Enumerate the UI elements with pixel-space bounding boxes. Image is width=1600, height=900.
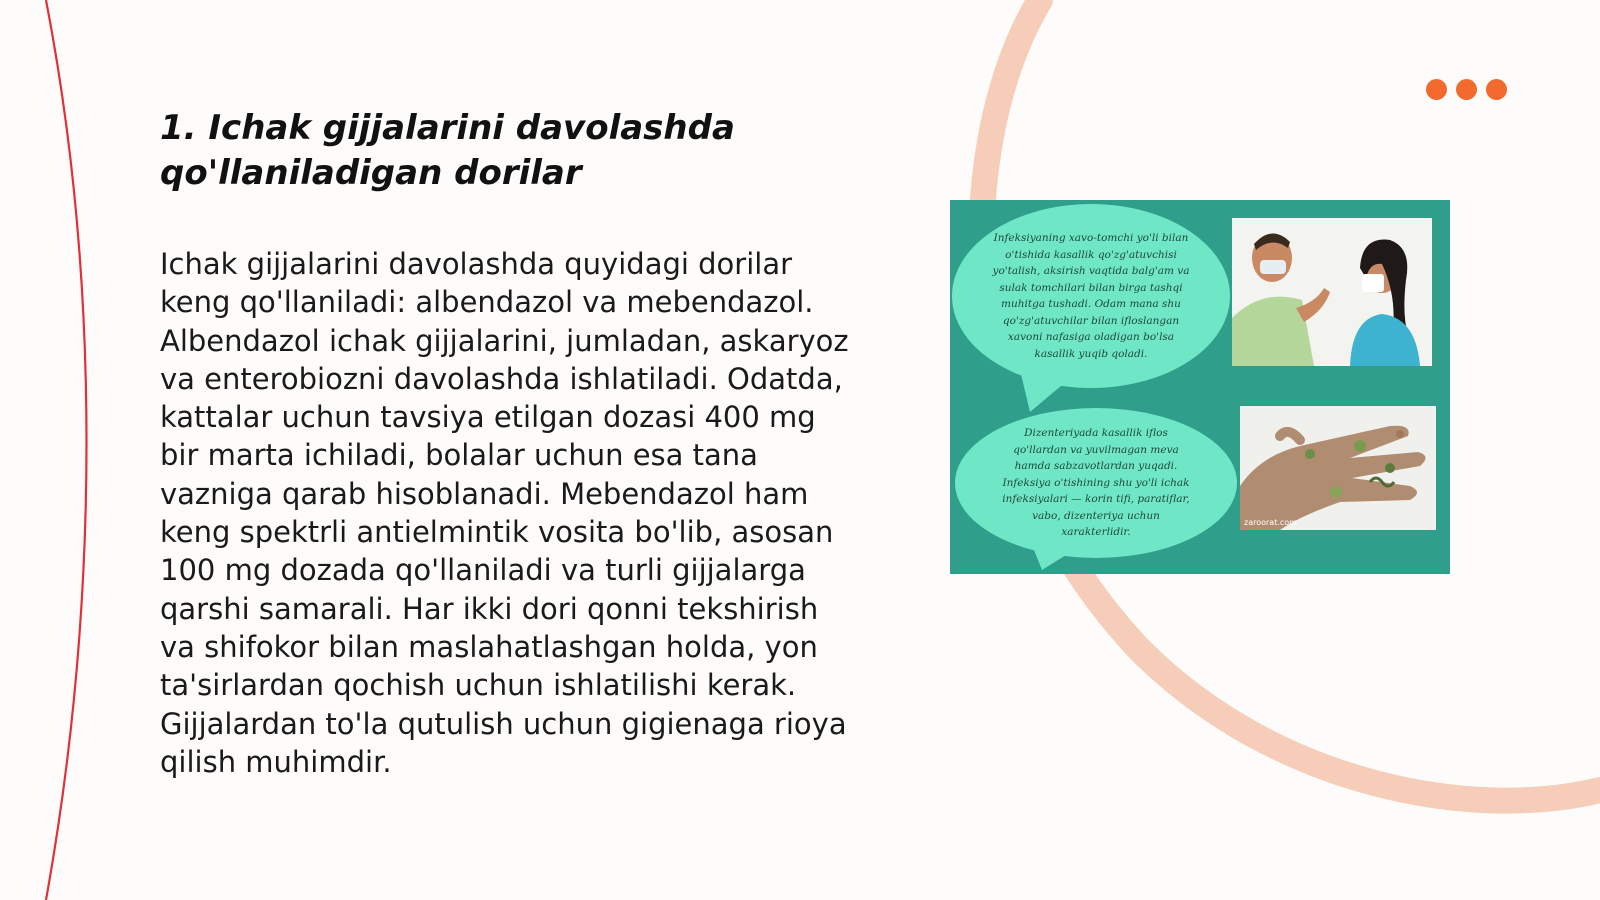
info-bubble-dysentery — [955, 408, 1237, 558]
photo-people-coughing — [1232, 218, 1432, 366]
photo-caption: zaroorat.com — [1244, 518, 1297, 527]
slide-title: 1. Ichak gijjalarini davolashda qo'llaniladigan dorilar — [160, 108, 735, 193]
left-curve-line — [46, 0, 87, 900]
dot — [1486, 79, 1507, 100]
photo-dirty-hand — [1240, 406, 1436, 530]
bubble-text: Dizenteriyada kasallik iflos qo'llardan va yuvilmagan meva hamda sabzavotlardan yuqadi. Infeksiya o'tishining shu yo'li ichak infeksiyalari — korin tifi, paratiflar, vabo, dizenteriya uchun xarakterlidir. — [1002, 427, 1190, 539]
slide-body-text: Ichak gijjalarini davolashda quyidagi dorilar keng qo'llaniladi: albendazol va mebendazol. Albendazol ichak gijjalarini, jumladan, askaryoz va enterobiozni davolashda ishlatiladi. Odatda, kattalar uchun tavsiya etilgan dozasi 400 mg bir marta ichiladi, bolalar uchun esa tana vazniga qarab hisoblanadi. Mebendazol ham keng spektrli antielmintik vosita bo'lib, asosan 100 mg dozada qo'llaniladi va turli gijjalarga qarshi samarali. Har ikki dori qonni tekshirish va shifokor bilan maslahatlashgan holda, yon ta'sirlardan qochish uchun ishlatilishi kerak. Gijjalardan to'la qutulish uchun gigienaga rioya qilish muhimdir. — [160, 247, 849, 779]
menu-dots-icon — [1426, 79, 1507, 100]
infographic-image — [950, 200, 1450, 574]
dot — [1456, 79, 1477, 100]
bubble-text: Infeksiyaning xavo-tomchi yo'li bilan o'tishida kasallik qo'zg'atuvchisi yo'talish, aksirish vaqtida balg'am va sulak tomchilari bilan birga tashqi muhitga tushadi. Odam mana shu qo'zg'atuvchilar bilan ifloslangan xavoni nafasiga oladigan bo'lsa kasallik yuqib qoladi. — [992, 232, 1190, 360]
info-bubble-airborne — [952, 204, 1230, 388]
dot — [1426, 79, 1447, 100]
